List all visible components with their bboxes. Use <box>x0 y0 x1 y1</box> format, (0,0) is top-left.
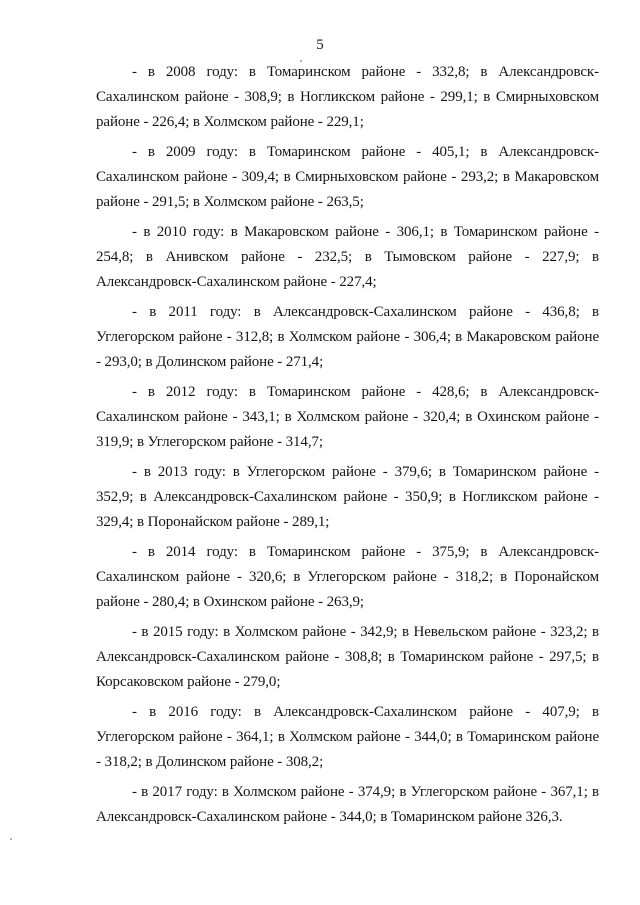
paragraph-2017: - в 2017 году: в Холмском районе - 374,9; в Углегорском районе - 367,1; в Александровск-Сахалинском районе - 344,0; в Томаринском районе 326,3. <box>96 784 599 825</box>
scan-speck <box>10 838 12 840</box>
paragraph-2008: - в 2008 году: в Томаринском районе - 332,8; в Александровск-Сахалинском районе - 308,9; в Ногликском районе - 299,1; в Смирныховском районе - 226,4; в Холмском районе - 229,1; <box>96 64 599 130</box>
paragraph-2014: - в 2014 году: в Томаринском районе - 375,9; в Александровск-Сахалинском районе - 320,6; в Углегорском районе - 318,2; в Поронайском районе - 280,4; в Охинском районе - 263,9; <box>96 544 599 610</box>
paragraph-2013: - в 2013 году: в Углегорском районе - 379,6; в Томаринском районе - 352,9; в Александровск-Сахалинском районе - 350,9; в Ногликском районе - 329,4; в Поронайском районе - 289,1; <box>96 464 599 530</box>
paragraph-2012: - в 2012 году: в Томаринском районе - 428,6; в Александровск-Сахалинском районе - 343,1; в Холмском районе - 320,4; в Охинском районе - 319,9; в Углегорском районе - 314,7; <box>96 384 599 450</box>
body-text <box>96 60 599 830</box>
page-number: 5 <box>316 37 324 53</box>
paragraph-2011: - в 2011 году: в Александровск-Сахалинском районе - 436,8; в Углегорском районе - 312,8; в Холмском районе - 306,4; в Макаровском районе - 293,0; в Долинском районе - 271,4; <box>96 304 599 370</box>
paragraph-2009: - в 2009 году: в Томаринском районе - 405,1; в Александровск-Сахалинском районе - 309,4; в Смирныховском районе - 293,2; в Макаровском районе - 291,5; в Холмском районе - 263,5; <box>96 144 599 210</box>
paragraph-2015: - в 2015 году: в Холмском районе - 342,9; в Невельском районе - 323,2; в Александровск-Сахалинском районе - 308,8; в Томаринском районе - 297,5; в Корсаковском районе - 279,0; <box>96 624 599 690</box>
paragraph-2016: - в 2016 году: в Александровск-Сахалинском районе - 407,9; в Углегорском районе - 364,1; в Холмском районе - 344,0; в Томаринском районе - 318,2; в Долинском районе - 308,2; <box>96 704 599 770</box>
paragraph-2010: - в 2010 году: в Макаровском районе - 306,1; в Томаринском районе - 254,8; в Анивском районе - 232,5; в Тымовском районе - 227,9; в Александровск-Сахалинском районе - 227,4; <box>96 224 599 290</box>
scan-speck <box>300 60 302 62</box>
